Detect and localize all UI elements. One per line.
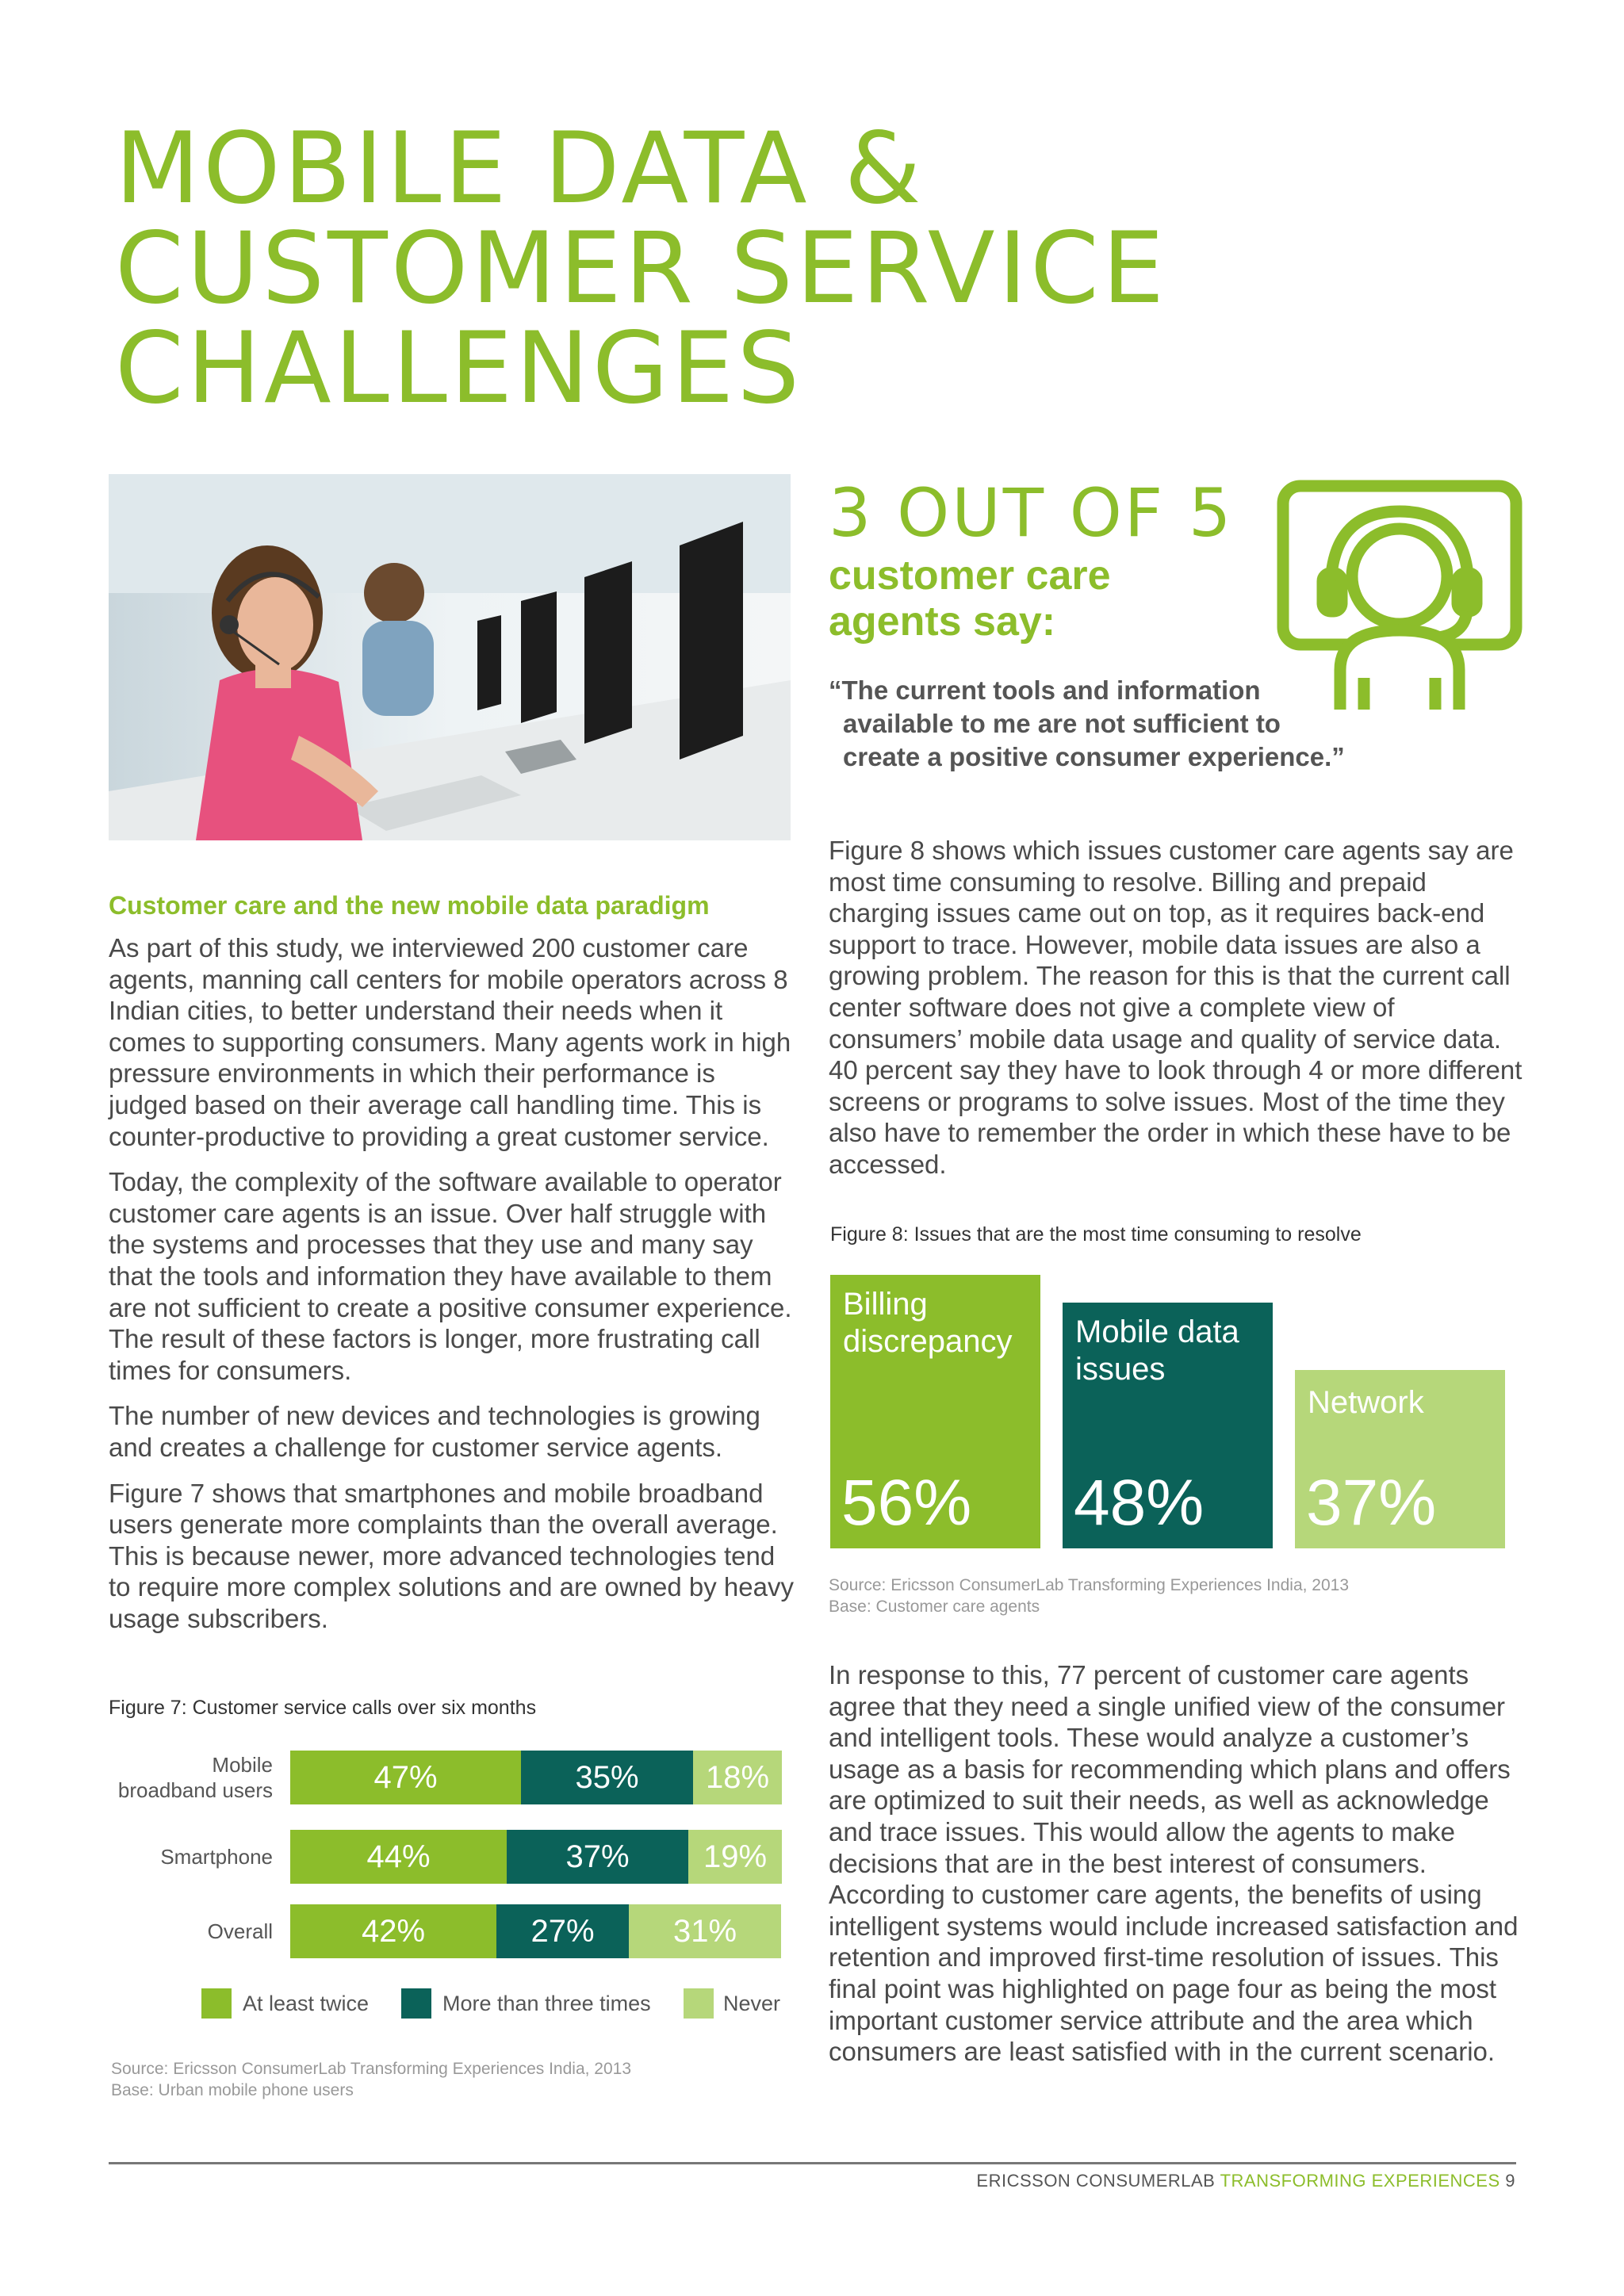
figure-8-title: Figure 8: Issues that are the most time consuming to resolve xyxy=(830,1223,1362,1246)
footer-rule xyxy=(109,2162,1516,2164)
body-paragraph: As part of this study, we interviewed 200 customer care agents, manning call centers for mobile operators across 8 Indian cities, to better understand their needs when it comes to supporting consumers. Many agents work in high pressure environments in which their performance is judged based on their average call handling time. This is counter-productive to providing a great customer service. xyxy=(109,933,791,1151)
body-paragraph: Figure 8 shows which issues customer care agents say are most time consuming to resolve. Billing and prepaid charging issues came out on top, as it requires back-end support to trace. However, mobile data issues are also a growing problem. The reason for this is that the current call center software does not give a complete view of consumers’ mobile data usage and quality of service data. 40 percent say they have to look through 4 or more different screens or programs to solve issues. Most of the time they also have to remember the order in which these have to be accessed. xyxy=(829,836,1522,1179)
legend-swatch xyxy=(201,1988,232,2019)
source-line: Source: Ericsson ConsumerLab Transforming Experiences India, 2013 xyxy=(829,1576,1350,1594)
bar-category-label: Mobile broadband users xyxy=(117,1753,273,1802)
right-column-bottom xyxy=(829,1659,1526,2082)
footer-report: TRANSFORMING EXPERIENCES xyxy=(1220,2171,1500,2191)
footer-brand: ERICSSON CONSUMERLAB xyxy=(976,2171,1216,2191)
legend-label: Never xyxy=(723,1992,781,2015)
issue-tile xyxy=(1295,1370,1505,1548)
legend-swatch xyxy=(401,1988,431,2019)
quote-line: “The current tools and information xyxy=(829,675,1261,705)
legend-label: At least twice xyxy=(243,1992,370,2015)
tile-label: Mobile data issues xyxy=(1075,1314,1239,1387)
quote-line: available to me are not sufficient to xyxy=(843,709,1281,738)
body-paragraph: Figure 7 shows that smartphones and mobile broadband users generate more complaints than the overall average. This is because newer, more advanced technologies tend to require more complex solutions and are owned by heavy usage subscribers. xyxy=(109,1478,794,1633)
left-column xyxy=(109,890,799,1648)
bar-segment: 27% xyxy=(496,1904,629,1958)
legend-swatch xyxy=(684,1988,714,2019)
bar-segment: 44% xyxy=(290,1830,507,1884)
bar-segment: 37% xyxy=(507,1830,688,1884)
call-center-photo xyxy=(109,474,791,840)
issue-tile xyxy=(830,1275,1040,1548)
bar-segment: 18% xyxy=(693,1751,782,1804)
bar-category-label: Overall xyxy=(207,1919,273,1943)
figure-8-source xyxy=(829,1575,1349,1617)
page-title xyxy=(115,112,1384,426)
bar-category-label: Smartphone xyxy=(160,1845,273,1869)
bar-segment: 19% xyxy=(688,1830,782,1884)
base-line: Base: Urban mobile phone users xyxy=(111,2081,354,2099)
figure-8-chart xyxy=(830,1275,1520,1548)
title-line: CUSTOMER SERVICE xyxy=(115,212,1168,326)
body-paragraph: The number of new devices and technologies is growing and creates a challenge for customer service agents. xyxy=(109,1401,760,1462)
base-line: Base: Customer care agents xyxy=(829,1598,1040,1616)
stat-subheading: customer care agents say: xyxy=(829,553,1111,645)
page-number: 9 xyxy=(1505,2171,1515,2191)
stat-headline: 3 OUT OF 5 xyxy=(829,474,1234,552)
title-line: MOBILE DATA & xyxy=(115,112,925,226)
body-paragraph: In response to this, 77 percent of customer care agents agree that they need a single unified view of the consumer and intelligent tools. These would analyze a customer’s usage as a basis for recommending which plans and offers are optimized to suit their needs, as well as acknowledge and trace issues. This would allow the agents to make decisions that are in the best interest of consumers. According to customer care agents, the benefits of using intelligent systems would include increased satisfaction and retention and improved first-time resolution of issues. This final point was highlighted on page four as being the most important customer service attribute and the area which consumers are least satisfied with in the current scenario. xyxy=(829,1660,1519,2067)
tile-value: 56% xyxy=(841,1467,972,1539)
issue-tile xyxy=(1063,1303,1273,1548)
tile-value: 37% xyxy=(1306,1467,1437,1539)
bar-segment: 47% xyxy=(290,1751,521,1804)
body-paragraph: Today, the complexity of the software available to operator customer care agents is an issue. Over half struggle with the systems and processes that they use and many say that the tools and information they have available to them are not sufficient to create a positive consumer experience. The result of these factors is longer, more frustrating call times for consumers. xyxy=(109,1167,792,1385)
source-line: Source: Ericsson ConsumerLab Transforming Experiences India, 2013 xyxy=(111,2060,632,2078)
bar-segment: 35% xyxy=(521,1751,693,1804)
figure-7-title: Figure 7: Customer service calls over six months xyxy=(109,1697,537,1719)
bar-segment: 31% xyxy=(629,1904,781,1958)
page-footer xyxy=(976,2171,1515,2191)
title-line: CHALLENGES xyxy=(115,312,803,426)
section-heading: Customer care and the new mobile data paradigm xyxy=(109,891,710,920)
figure-7-source xyxy=(111,2058,631,2101)
legend-label: More than three times xyxy=(442,1992,651,2015)
quote-line: create a positive consumer experience.” xyxy=(843,742,1345,771)
bar-segment: 42% xyxy=(290,1904,496,1958)
tile-label: Network xyxy=(1308,1385,1424,1420)
tile-label: Billing discrepancy xyxy=(843,1287,1013,1359)
right-column-top xyxy=(829,835,1526,1195)
headset-agent-icon xyxy=(1277,480,1522,718)
tile-value: 48% xyxy=(1074,1467,1205,1539)
